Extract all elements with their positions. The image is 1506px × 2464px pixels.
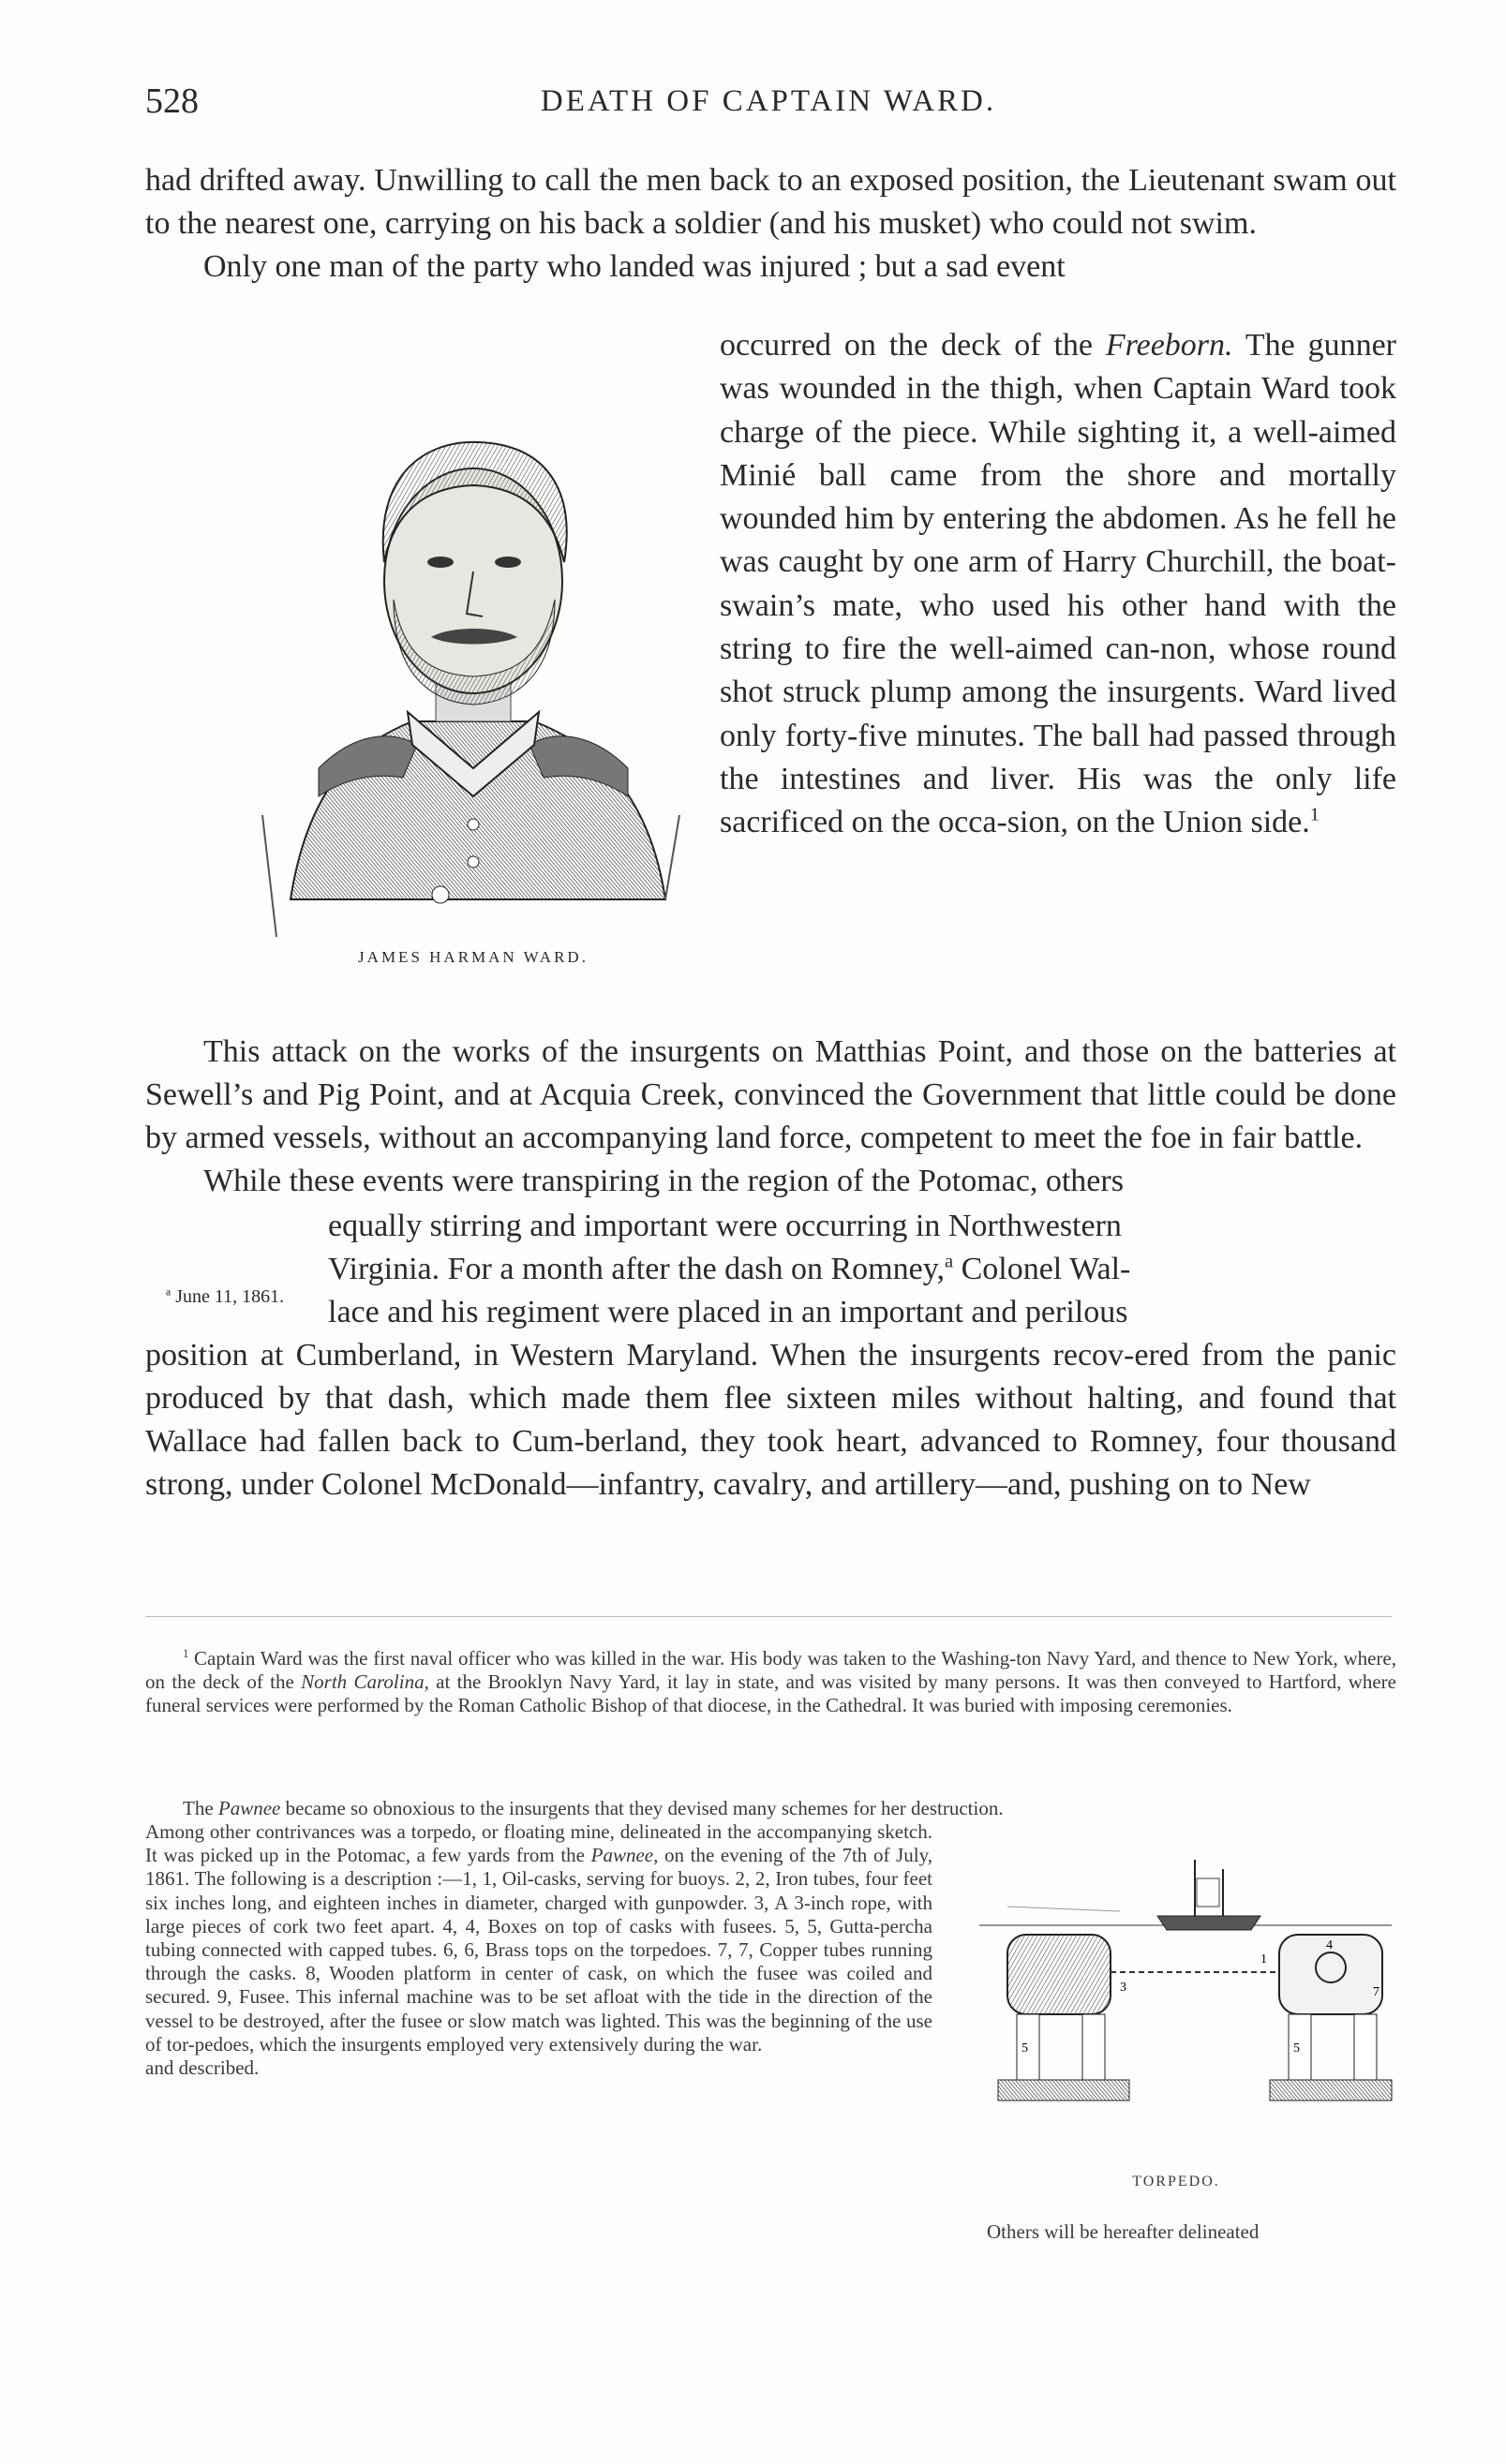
torpedo-label-1: 1 — [1260, 1952, 1267, 1967]
wrap-text-b: The gunner was wounded in the thigh, when Captain Ward took charge of the piece. While sighting it, a well-aimed Minié ball came from the shore and mortally wounded him by entering the abdomen. As he fell he was caught by one arm of Harry Churchill, the boat-swain’s mate, who used his other hand with the string to fire the well-aimed can-non, whose round shot struck plump among the insurgents. Ward lived only forty-five minutes. The ball had passed through the intestines and liver. His was the only life sacrificed on the occa-sion, on the Union side. — [720, 328, 1396, 840]
torpedo-label-5: 5 — [1021, 2041, 1028, 2056]
page-number: 528 — [145, 82, 199, 121]
footnote-1-text-b: at the Brooklyn Navy Yard, it lay in state, and was visited by many persons. It was then conveyed to Hartford, where funeral services were performed by the Roman Catholic Bishop of that diocese, in the Cathedral. It was buried with imposing ceremonies. — [145, 1670, 1396, 1716]
side-note-text: June 11, 1861. — [175, 1286, 285, 1307]
indented-line-1: equally stirring and important were occurring in Northwestern — [328, 1209, 1122, 1243]
paragraph-events-rest: position at Cumberland, in Western Maryland. When the insurgents recov-ered from the panic produced by that dash, which made them flee sixteen miles without halting, and found that Wallace had fallen back to Cum-berland, they took heart, advanced to Romney, four thousand strong, under Colonel McDonald—infantry, cavalry, and artillery—and, pushing on to New — [145, 1338, 1396, 1502]
body-top — [145, 159, 1396, 289]
torpedo-label-5b: 5 — [1293, 2041, 1300, 2056]
portrait-caption: JAMES HARMAN WARD. — [358, 948, 589, 966]
footnote-2-body-b: on the evening of the 7th of July, 1861. The following is a description :—1, 1, Oil-casks, serving for buoys. 2, 2, Iron tubes, four feet six inches long, and eighteen inches in diameter, charged with gunpowder. 3, A 3-inch rope, with large pieces of cork two feet apart. 4, 4, Boxes on top of casks with fusees. 5, 5, Gutta-percha tubing connected with capped tubes. 6, 6, Brass tops on the torpedoes. 7, 7, Copper tubes running through the casks. 8, Wooden platform in center of cask, on which the fusee was coiled and secured. 9, Fusee. This infernal machine was to be set afloat with the tide in the direction of the vessel to be destroyed, after the fusee or slow match was lighted. This was the beginning of the use of tor-pedoes, which the insurgents employed very extensively during the war. — [145, 1844, 932, 2056]
body-bottom — [145, 1334, 1396, 1507]
footnote-ref-1[interactable]: 1 — [1309, 804, 1320, 825]
indented-line-2b: Colonel Wal- — [953, 1252, 1131, 1286]
footnote-2-first-rest: became so obnoxious to the insurgents that they devised many schemes for her destruction. — [280, 1797, 1004, 1819]
torpedo-engraving — [979, 1841, 1396, 2122]
ship-name-north-carolina: North Carolina, — [301, 1670, 429, 1693]
side-note-ref[interactable]: a — [945, 1251, 954, 1272]
body-middle — [145, 1031, 1396, 1203]
portrait-engraving — [253, 375, 693, 946]
wrap-text-a: occurred on the deck of the — [720, 328, 1106, 363]
indented-line-3: lace and his regiment were placed in an important and perilous — [328, 1295, 1128, 1329]
indented-line-2 — [328, 1248, 1396, 1291]
footnote-1-text-a: Captain Ward was the first naval officer who was killed in the war. His body was taken to the Washing-ton Navy Yard, and thence to New York, where, on the deck of the — [145, 1647, 1396, 1693]
footnote-1 — [145, 1647, 1396, 1717]
page-header — [145, 81, 1392, 127]
footnote-2-lead: The — [183, 1797, 218, 1819]
footnote-1-marker: 1 — [183, 1647, 189, 1660]
side-note-date — [159, 1286, 291, 1307]
paragraph-injury-wrap — [720, 324, 1396, 845]
paragraph-injury-first-line: Only one man of the party who landed was injured ; but a sad event — [203, 249, 1066, 284]
torpedo-label-3: 3 — [1120, 1981, 1126, 1995]
footnote-divider — [145, 1616, 1392, 1617]
indented-line-2a: Virginia. For a month after the dash on Romney, — [328, 1252, 946, 1286]
ship-name-freeborn: Freeborn. — [1105, 328, 1233, 363]
footnote-2-last-line: and described. — [145, 2056, 260, 2080]
portrait-figure — [253, 375, 693, 974]
torpedo-figure — [979, 1841, 1396, 2197]
paragraph-events-indented — [328, 1205, 1396, 1334]
paragraph-events-first-line: While these events were transpiring in the region of the Potomac, others — [203, 1164, 1124, 1198]
running-title: DEATH OF CAPTAIN WARD. — [540, 84, 997, 118]
side-note-marker: a — [165, 1284, 171, 1299]
paragraph-attack: This attack on the works of the insurgents on Matthias Point, and those on the batteries at Sewell’s and Pig Point, and at Acquia Creek, convinced the Government that little could be done by armed vessels, without an accompanying land force, competent to meet the foe in fair battle. — [145, 1034, 1396, 1155]
footnote-2-body — [145, 1820, 932, 2080]
torpedo-label-7: 7 — [1373, 1985, 1379, 1999]
torpedo-caption: TORPEDO. — [1132, 2174, 1220, 2189]
ship-name-pawnee-2: Pawnee, — [590, 1844, 659, 1867]
ship-name-pawnee: Pawnee — [217, 1797, 281, 1819]
torpedo-label-4: 4 — [1326, 1938, 1333, 1952]
footnote-2-end: Others will be hereafter delineated — [987, 2220, 1260, 2243]
footnote-2-first-line — [145, 1797, 1396, 1820]
footnote-2-body-a: Among other contrivances was a torpedo, or floating mine, delineated in the accompanying sketch. It was picked up in the Potomac, a few yards from the — [145, 1820, 932, 1867]
paragraph-continued: had drifted away. Unwilling to call the men back to an exposed position, the Lieutenant swam out to the nearest one, carrying on his back a soldier (and his musket) who could not swim. — [145, 163, 1396, 241]
